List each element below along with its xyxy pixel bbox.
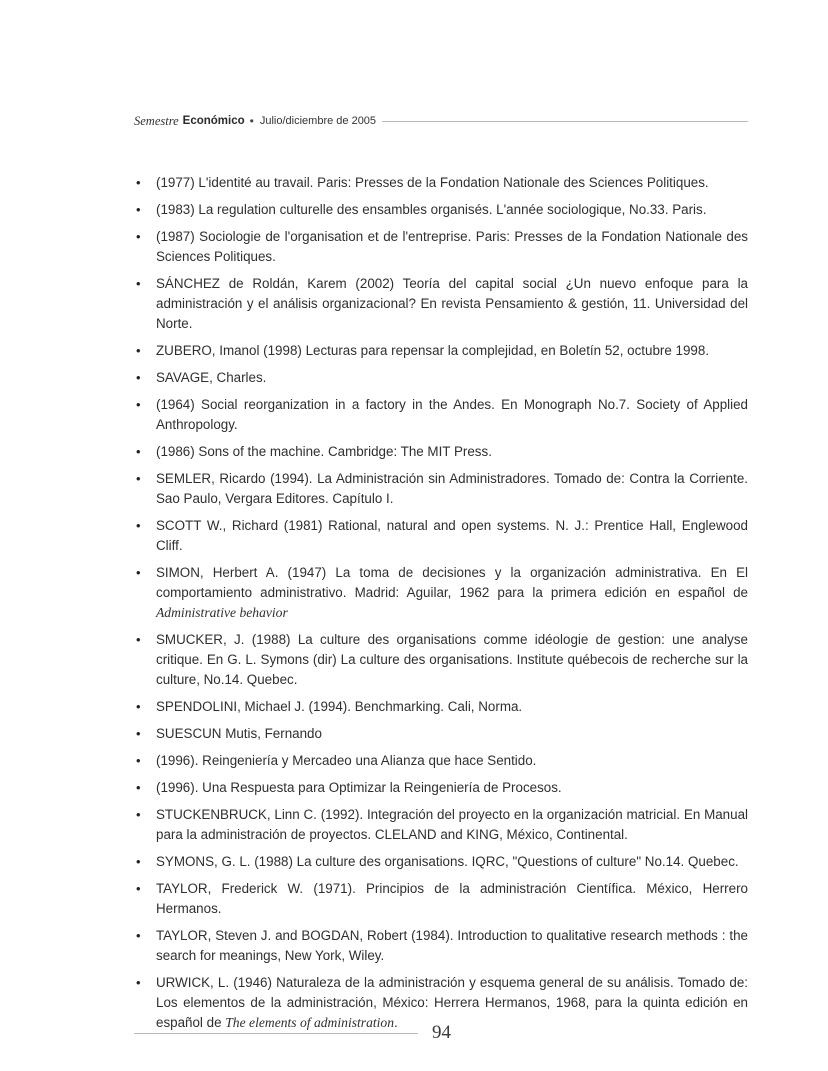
- bullet-marker: •: [136, 202, 141, 217]
- reference-title-italic: The elements of administration: [225, 1015, 395, 1030]
- bullet-marker: •: [136, 276, 141, 291]
- reference-item: [134, 926, 748, 966]
- reference-text: SAVAGE, Charles.: [156, 370, 267, 385]
- bullet-marker: •: [136, 175, 141, 190]
- reference-text: (1977) L'identité au travail. Paris: Presses de la Fondation Nationale des Sciences Politiques.: [156, 175, 709, 190]
- reference-text: SPENDOLINI, Michael J. (1994). Benchmarking. Cali, Norma.: [156, 699, 523, 714]
- reference-item: [134, 516, 748, 556]
- running-header: [134, 112, 748, 130]
- reference-item: [134, 173, 748, 193]
- reference-text: SMUCKER, J. (1988) La culture des organisations comme idéologie de gestion: une analyse critique. En G. L. Symons (dir) La culture des organisations. Institute québecois de recherche sur la culture, No.14. Quebec.: [156, 632, 748, 687]
- reference-text: SUESCUN Mutis, Fernando: [156, 726, 322, 741]
- bullet-marker: •: [136, 229, 141, 244]
- header-separator: •: [249, 114, 254, 128]
- reference-text: URWICK, L. (1946) Naturaleza de la administración y esquema general de su análisis. Tomado de: Los elementos de la administración, México: Herrera Hermanos, 1968, para la quinta edición en español de: [156, 975, 748, 1030]
- reference-item: [134, 805, 748, 845]
- reference-item: [134, 395, 748, 435]
- reference-text: SYMONS, G. L. (1988) La culture des organisations. IQRC, "Questions of culture" No.14. Quebec.: [156, 854, 739, 869]
- reference-text: ZUBERO, Imanol (1998) Lecturas para repensar la complejidad, en Boletín 52, octubre 1998.: [156, 343, 710, 358]
- reference-item: [134, 274, 748, 334]
- bullet-marker: •: [136, 807, 141, 822]
- reference-item: [134, 469, 748, 509]
- bullet-marker: •: [136, 518, 141, 533]
- reference-text: (1986) Sons of the machine. Cambridge: The MIT Press.: [156, 444, 492, 459]
- reference-item: [134, 442, 748, 462]
- reference-item: [134, 751, 748, 771]
- journal-name-italic: Semestre: [134, 113, 179, 128]
- bullet-marker: •: [136, 854, 141, 869]
- reference-text: SCOTT W., Richard (1981) Rational, natural and open systems. N. J.: Prentice Hall, Englewood Cliff.: [156, 518, 748, 553]
- reference-text: TAYLOR, Steven J. and BOGDAN, Robert (1984). Introduction to qualitative research methods : the search for meanings, New York, Wiley.: [156, 928, 748, 963]
- reference-text: SIMON, Herbert A. (1947) La toma de decisiones y la organización administrativa. En El comportamiento administrativo. Madrid: Aguilar, 1962 para la primera edición en español de: [156, 565, 748, 600]
- footer-rule: [134, 1033, 418, 1034]
- reference-title-italic: Administrative behavior: [156, 605, 288, 620]
- reference-item: [134, 852, 748, 872]
- reference-text: (1964) Social reorganization in a factory in the Andes. En Monograph No.7. Society of Applied Anthropology.: [156, 397, 748, 432]
- bullet-marker: •: [136, 699, 141, 714]
- reference-trailing-punctuation: .: [394, 1015, 398, 1030]
- header-rule: [382, 121, 748, 122]
- reference-text: (1996). Reingeniería y Mercadeo una Alianza que hace Sentido.: [156, 753, 537, 768]
- reference-item: [134, 778, 748, 798]
- bullet-marker: •: [136, 343, 141, 358]
- page-footer: [134, 1020, 748, 1046]
- reference-text: (1983) La regulation culturelle des ensambles organisés. L'année sociologique, No.33. Paris.: [156, 202, 707, 217]
- bullet-marker: •: [136, 881, 141, 896]
- bullet-marker: •: [136, 565, 141, 580]
- bullet-marker: •: [136, 726, 141, 741]
- journal-name-bold: Económico: [182, 115, 245, 127]
- bullet-marker: •: [136, 632, 141, 647]
- bullet-marker: •: [136, 471, 141, 486]
- page-number: 94: [432, 1022, 451, 1043]
- bullet-marker: •: [136, 370, 141, 385]
- reference-item: [134, 879, 748, 919]
- bullet-marker: •: [136, 928, 141, 943]
- bullet-marker: •: [136, 444, 141, 459]
- bullet-marker: •: [136, 397, 141, 412]
- bullet-marker: •: [136, 780, 141, 795]
- reference-item: [134, 341, 748, 361]
- reference-item: [134, 724, 748, 744]
- reference-text: TAYLOR, Frederick W. (1971). Principios de la administración Científica. México, Herrero Hermanos.: [156, 881, 748, 916]
- bullet-marker: •: [136, 753, 141, 768]
- reference-list: [134, 173, 748, 1040]
- issue-date: Julio/diciembre de 2005: [259, 115, 377, 127]
- reference-text: SEMLER, Ricardo (1994). La Administración sin Administradores. Tomado de: Contra la Corriente. Sao Paulo, Vergara Editores. Capítulo I.: [156, 471, 748, 506]
- reference-item: [134, 630, 748, 690]
- reference-item: [134, 697, 748, 717]
- reference-item: [134, 227, 748, 267]
- bullet-marker: •: [136, 975, 141, 990]
- reference-item: [134, 200, 748, 220]
- reference-text: STUCKENBRUCK, Linn C. (1992). Integración del proyecto en la organización matricial. En Manual para la administración de proyectos. CLELAND and KING, México, Continental.: [156, 807, 748, 842]
- reference-text: (1987) Sociologie de l'organisation et de l'entreprise. Paris: Presses de la Fondation Nationale des Sciences Politiques.: [156, 229, 748, 264]
- reference-text: SÁNCHEZ de Roldán, Karem (2002) Teoría del capital social ¿Un nuevo enfoque para la administración y el análisis organizacional? En revista Pensamiento & gestión, 11. Universidad del Norte.: [156, 276, 748, 331]
- reference-text: (1996). Una Respuesta para Optimizar la Reingeniería de Procesos.: [156, 780, 562, 795]
- reference-item: [134, 563, 748, 623]
- reference-item: [134, 368, 748, 388]
